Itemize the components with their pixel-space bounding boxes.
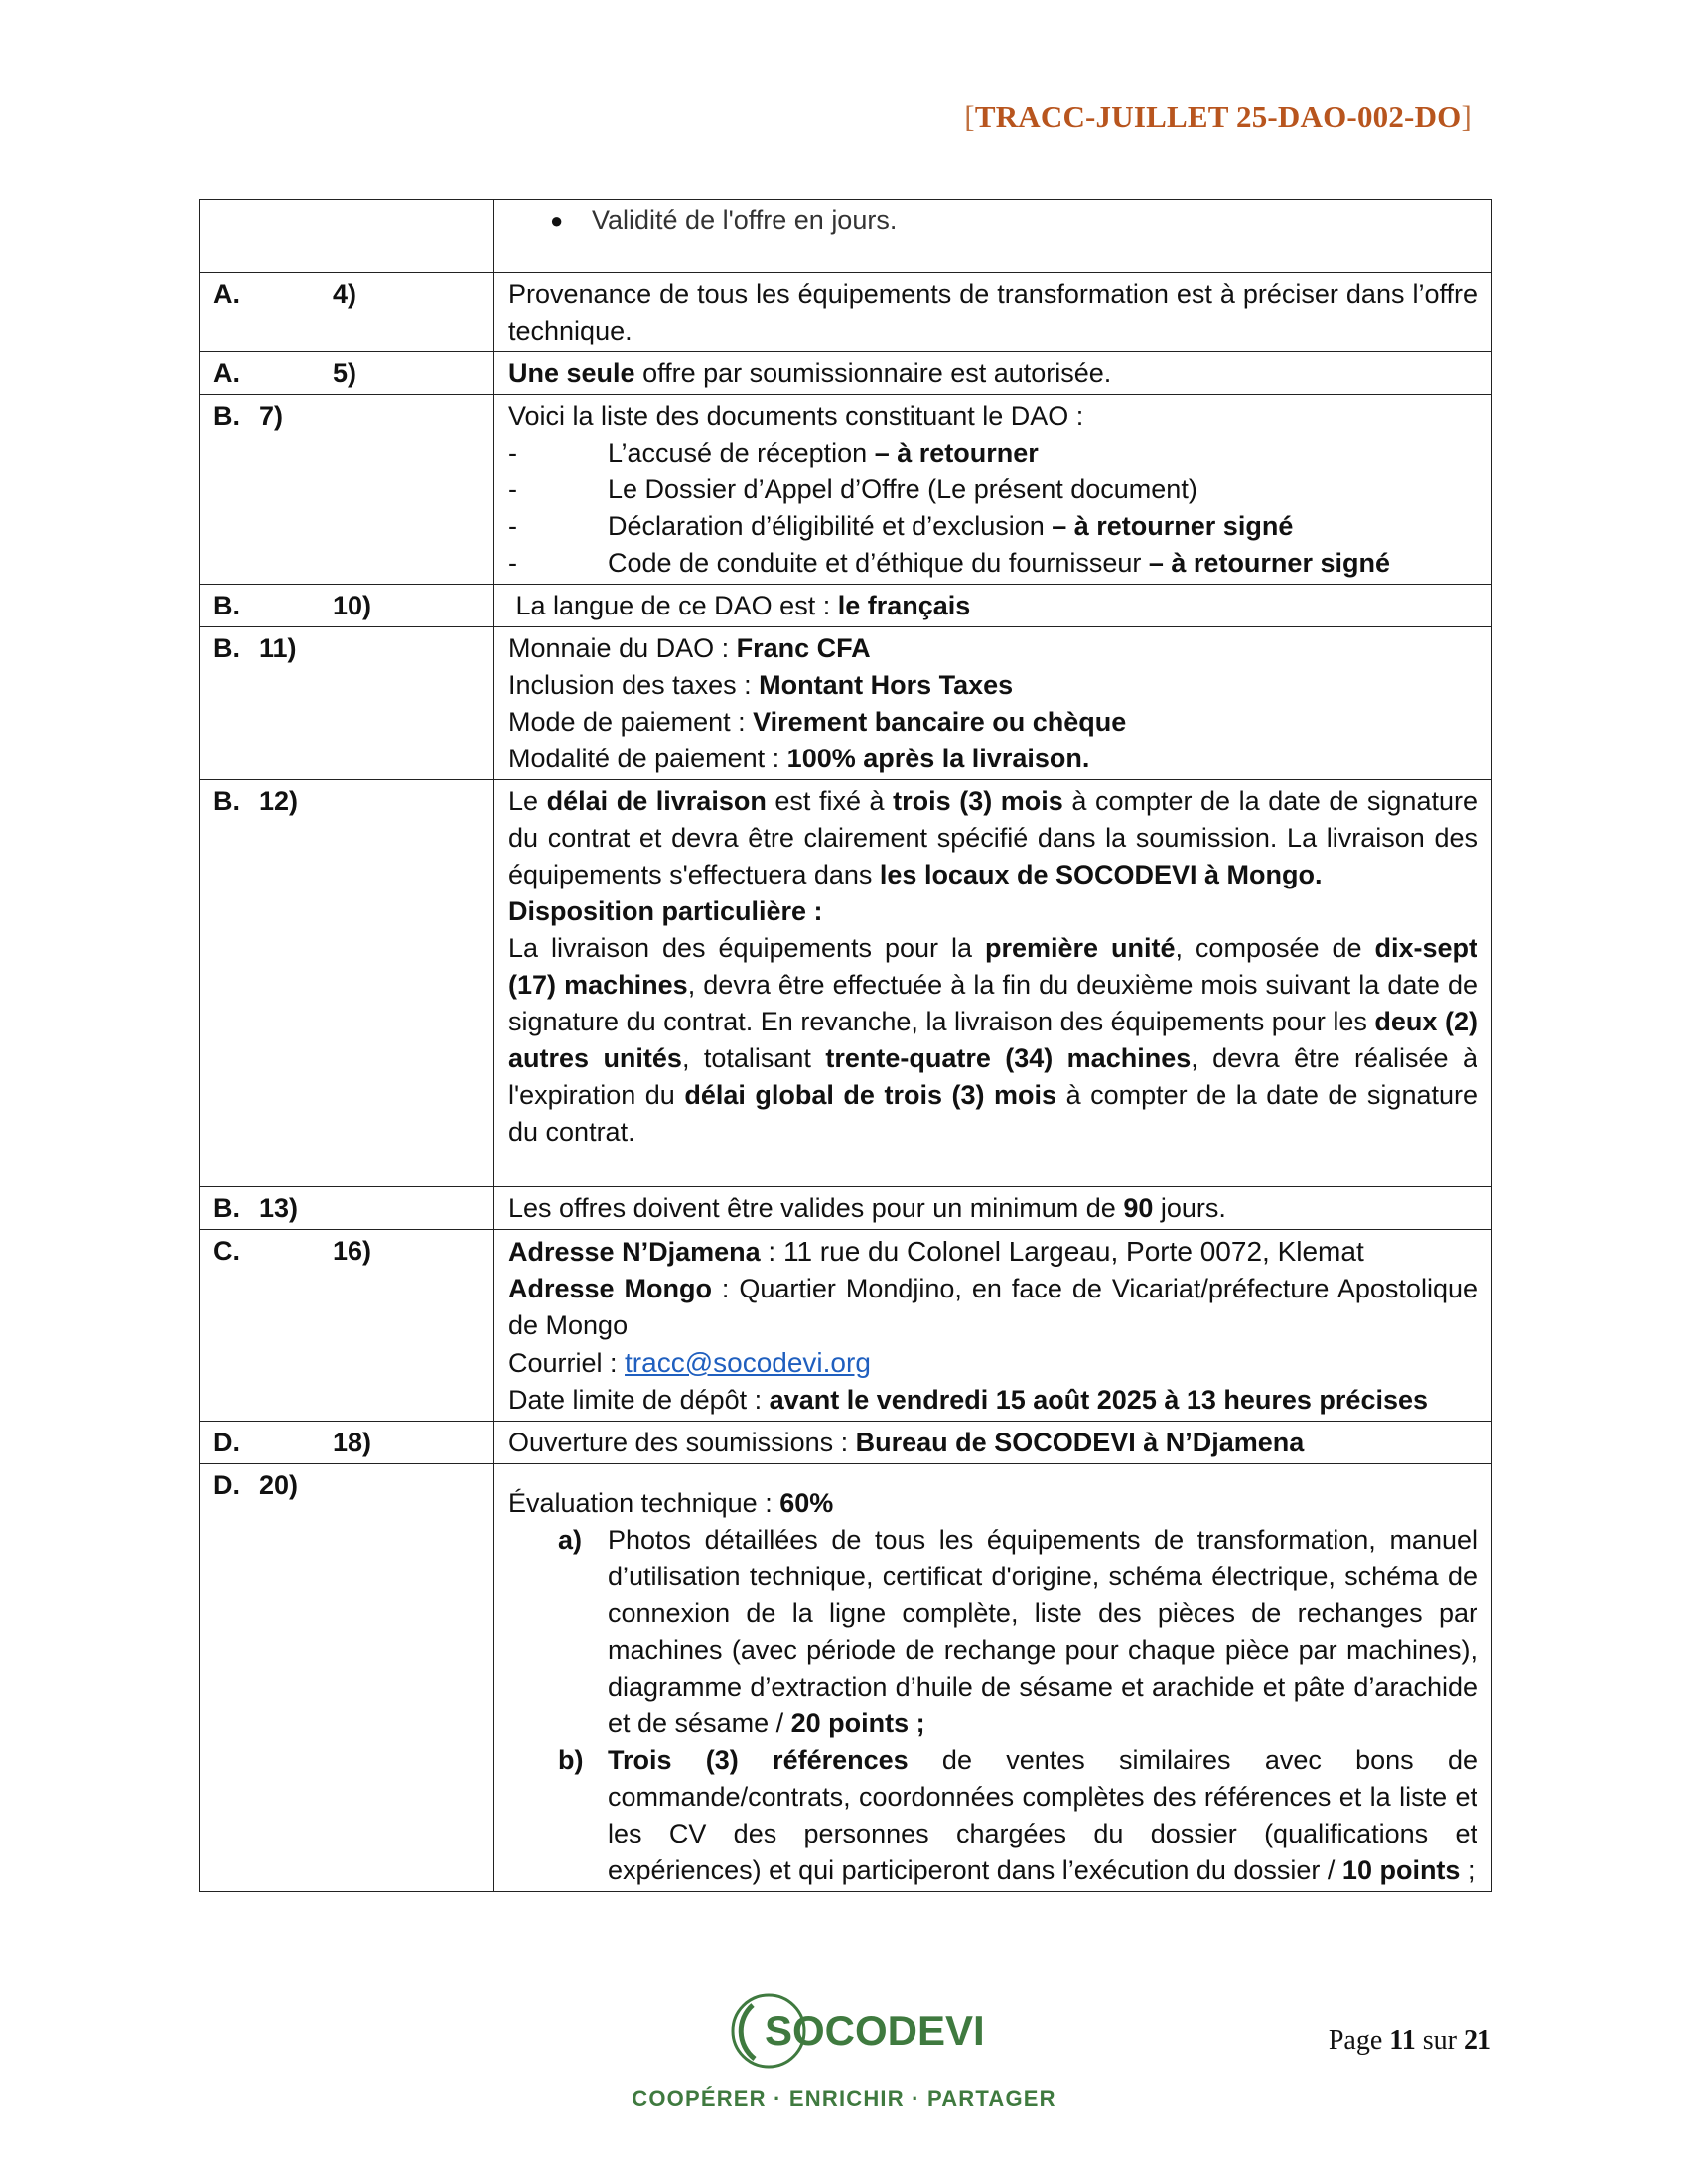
- table-row: [200, 352, 1492, 395]
- table-row: [200, 1422, 1492, 1464]
- dao-data-table: [199, 199, 1492, 1892]
- socodevi-logo: [725, 1985, 983, 2075]
- ref-cell: D. 18): [200, 1422, 494, 1464]
- socodevi-logo-mark: [725, 1985, 983, 2075]
- ref-cell: B. 12): [200, 780, 494, 1187]
- content-cell: Provenance de tous les équipements de transformation est à préciser dans l’offre technique.: [494, 273, 1492, 352]
- ref-cell: B. 13): [200, 1187, 494, 1230]
- list-item: - Code de conduite et d’éthique du fournisseur – à retourner signé: [508, 548, 1390, 578]
- list-item: - L’accusé de réception – à retourner: [508, 438, 1039, 468]
- email-link[interactable]: tracc@socodevi.org: [625, 1347, 871, 1378]
- bullet-icon: ●: [550, 208, 564, 233]
- ref-cell: A. 4): [200, 273, 494, 352]
- table-row: [200, 1187, 1492, 1230]
- content-cell: Évaluation technique : 60% a) Photos détaillées de tous les équipements de transformation, manuel d’utilisation technique, certificat d'origine, schéma électrique, schéma de connexion de la ligne complète, liste des pièces de rechanges par machines (avec période de rechange pour chaque pièce par machines), diagramme d’extraction d’huile de sésame et arachide et pâte d’arachide et de sésame / 20 points ; b) Trois (3) références de ventes similaires avec bons de commande/contrats, coordonnées complètes des références et la liste et les CV des personnes chargées du dossier (qualifications et expériences) et qui participeront dans l’exécution du dossier / 10 points ;: [494, 1464, 1492, 1892]
- list-item: - Le Dossier d’Appel d’Offre (Le présent document): [508, 475, 1197, 504]
- ref-cell: [200, 200, 494, 273]
- ref-cell: B. 11): [200, 627, 494, 780]
- content-cell: Voici la liste des documents constituant le DAO : - L’accusé de réception – à retourner - Le Dossier d’Appel d’Offre (Le présent document) - Déclaration d’éligibilité et d’exclusion – à retourner signé - Code de conduite et d’éthique du fournisseur – à retourner signé: [494, 395, 1492, 585]
- table-row: [200, 395, 1492, 585]
- list-item: b) Trois (3) références de ventes similaires avec bons de commande/contrats, coordonnées complètes des références et la liste et les CV des personnes chargées du dossier (qualifications et expériences) et qui participeront dans l’exécution du dossier / 10 points ;: [558, 1745, 1477, 1885]
- content-cell: Une seule offre par soumissionnaire est autorisée.: [494, 352, 1492, 395]
- ref-cell: B. 7): [200, 395, 494, 585]
- content-cell: Ouverture des soumissions : Bureau de SOCODEVI à N’Djamena: [494, 1422, 1492, 1464]
- list-item: - Déclaration d’éligibilité et d’exclusion – à retourner signé: [508, 511, 1294, 541]
- content-cell: Monnaie du DAO : Franc CFA Inclusion des taxes : Montant Hors Taxes Mode de paiement : Virement bancaire ou chèque Modalité de paiement : 100% après la livraison.: [494, 627, 1492, 780]
- content-cell: La langue de ce DAO est : le français: [494, 585, 1492, 627]
- table-row: [200, 1230, 1492, 1422]
- table-row: [200, 200, 1492, 273]
- table-row: [200, 1464, 1492, 1892]
- ref-cell: C. 16): [200, 1230, 494, 1422]
- content-cell: ● Validité de l'offre en jours.: [494, 200, 1492, 273]
- ref-cell: B. 10): [200, 585, 494, 627]
- ref-cell: A. 5): [200, 352, 494, 395]
- content-cell: Le délai de livraison est fixé à trois (3) mois à compter de la date de signature du contrat et devra être clairement spécifié dans la soumission. La livraison des équipements s'effectuera dans les locaux de SOCODEVI à Mongo. Disposition particulière : La livraison des équipements pour la première unité, composée de dix-sept (17) machines, devra être effectuée à la fin du deuxième mois suivant la date de signature du contrat. En revanche, la livraison des équipements pour les deux (2) autres unités, totalisant trente-quatre (34) machines, devra être réalisée à l'expiration du délai global de trois (3) mois à compter de la date de signature du contrat.: [494, 780, 1492, 1187]
- svg-text:SOCODEVI: SOCODEVI: [765, 2007, 983, 2054]
- slogan: COOPÉRER · ENRICHIR · PARTAGER: [632, 2086, 1056, 2111]
- content-cell: Adresse N’Djamena : 11 rue du Colonel Largeau, Porte 0072, Klemat Adresse Mongo : Quartier Mondjino, en face de Vicariat/préfecture Apostolique de Mongo Courriel : tracc@socodevi.org Date limite de dépôt : avant le vendredi 15 août 2025 à 13 heures précises: [494, 1230, 1492, 1422]
- list-item: a) Photos détaillées de tous les équipements de transformation, manuel d’utilisation technique, certificat d'origine, schéma électrique, schéma de connexion de la ligne complète, liste des pièces de rechanges par machines (avec période de rechange pour chaque pièce par machines), diagramme d’extraction d’huile de sésame et arachide et pâte d’arachide et de sésame / 20 points ;: [558, 1525, 1477, 1738]
- table-row: [200, 273, 1492, 352]
- table-row: [200, 780, 1492, 1187]
- table-row: [200, 627, 1492, 780]
- content-cell: Les offres doivent être valides pour un minimum de 90 jours.: [494, 1187, 1492, 1230]
- ref-cell: D. 20): [200, 1464, 494, 1892]
- document-reference: [TRACC-JUILLET 25-DAO-002-DO]: [964, 99, 1472, 134]
- page-number: Page 11 sur 21: [1328, 2025, 1491, 2056]
- table-row: [200, 585, 1492, 627]
